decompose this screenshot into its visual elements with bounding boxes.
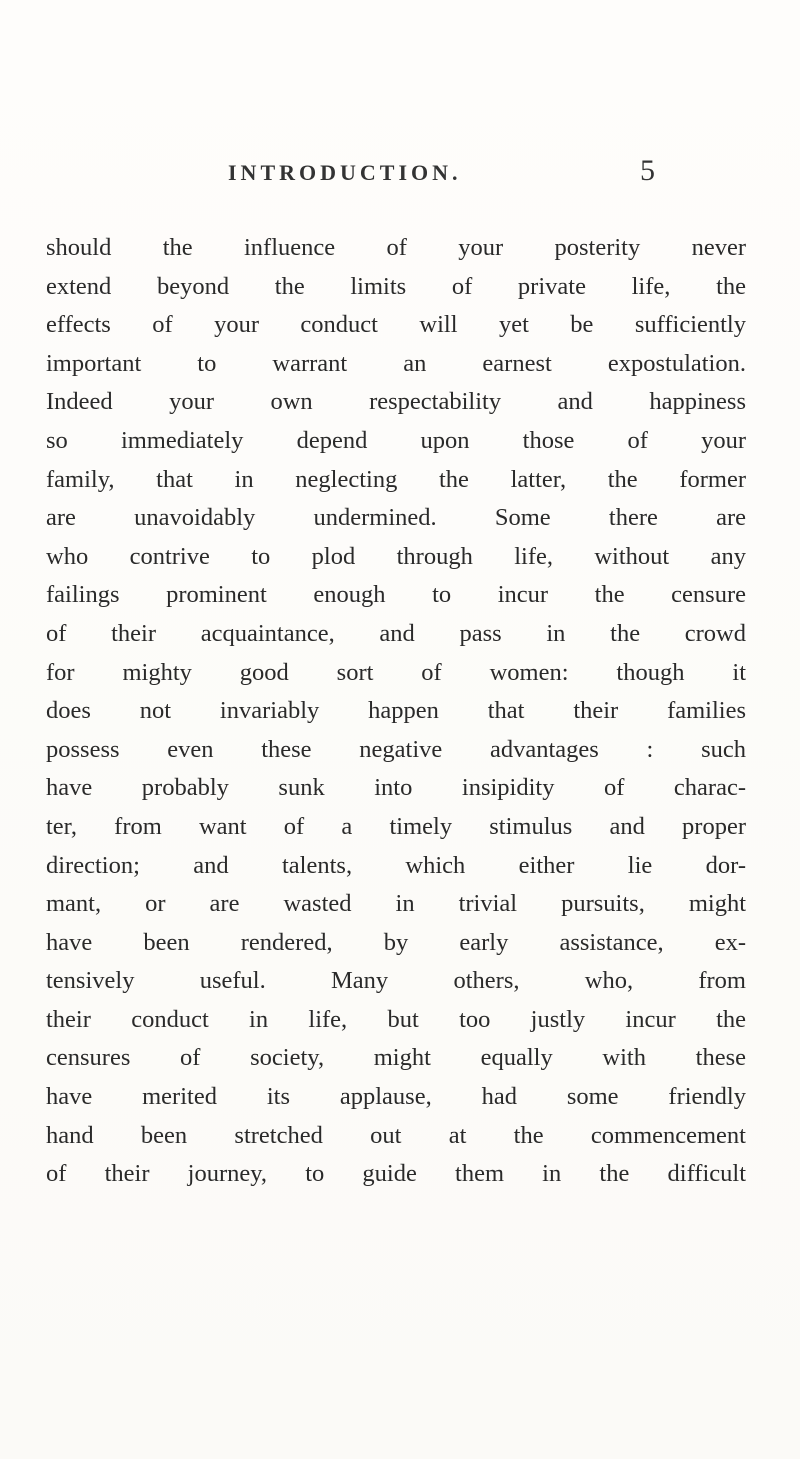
text-line: of their acquaintance, and pass in the crowd xyxy=(46,619,746,647)
text-line: hand been stretched out at the commencement xyxy=(46,1121,746,1149)
text-line: their conduct in life, but too justly incur the xyxy=(46,1005,746,1033)
text-line: failings prominent enough to incur the censure xyxy=(46,581,746,609)
text-line: Indeed your own respectability and happiness xyxy=(46,388,746,416)
text-line: effects of your conduct will yet be sufficiently xyxy=(46,311,746,339)
text-line: so immediately depend upon those of your xyxy=(46,426,746,454)
text-line: direction; and talents, which either lie dor- xyxy=(46,851,746,879)
text-line: does not invariably happen that their families xyxy=(46,697,746,725)
text-line: have been rendered, by early assistance, ex- xyxy=(46,928,746,956)
text-line: mant, or are wasted in trivial pursuits, might xyxy=(46,890,746,918)
text-line: possess even these negative advantages : such xyxy=(46,735,746,763)
text-line: of their journey, to guide them in the difficult xyxy=(46,1160,746,1188)
body-text xyxy=(46,229,746,1194)
text-line: ter, from want of a timely stimulus and proper xyxy=(46,812,746,840)
text-line: family, that in neglecting the latter, the former xyxy=(46,465,746,493)
text-line: extend beyond the limits of private life, the xyxy=(46,272,746,300)
text-line: tensively useful. Many others, who, from xyxy=(46,967,746,995)
text-line: important to warrant an earnest expostulation. xyxy=(46,349,746,377)
text-line: censures of society, might equally with these xyxy=(46,1044,746,1072)
running-head xyxy=(0,154,800,200)
chapter-title: INTRODUCTION. xyxy=(228,160,462,185)
text-line: for mighty good sort of women: though it xyxy=(46,658,746,686)
text-line: should the influence of your posterity never xyxy=(46,234,746,261)
text-line: who contrive to plod through life, without any xyxy=(46,542,746,570)
text-line: have probably sunk into insipidity of charac- xyxy=(46,774,746,802)
page-number: 5 xyxy=(640,154,655,187)
text-line: are unavoidably undermined. Some there are xyxy=(46,504,746,532)
text-line: have merited its applause, had some friendly xyxy=(46,1083,746,1111)
